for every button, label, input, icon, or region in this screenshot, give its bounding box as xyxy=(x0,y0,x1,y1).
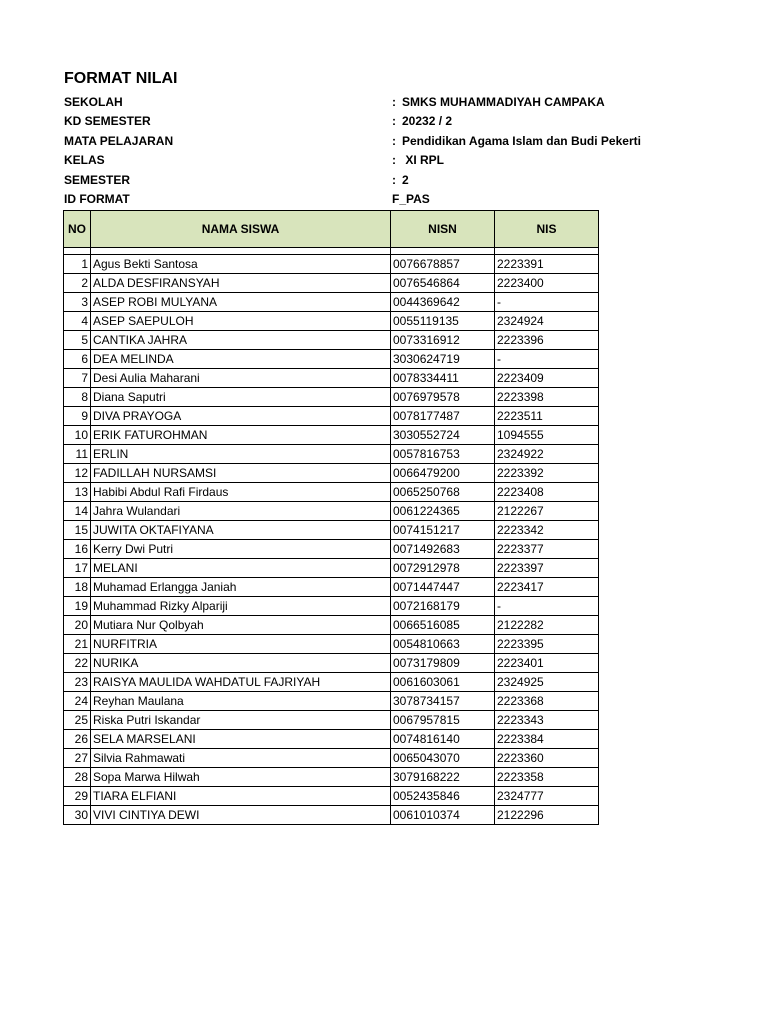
cell-name: ALDA DESFIRANSYAH xyxy=(91,274,391,293)
cell-nisn: 0071447447 xyxy=(391,578,495,597)
cell-nisn: 0076678857 xyxy=(391,255,495,274)
cell-no: 6 xyxy=(64,350,91,369)
table-row xyxy=(64,407,599,426)
cell-nisn: 0065043070 xyxy=(391,749,495,768)
table-row xyxy=(64,597,599,616)
cell-nis: 2223358 xyxy=(495,768,599,787)
cell-no: 10 xyxy=(64,426,91,445)
cell-nis: 2223360 xyxy=(495,749,599,768)
cell-no: 12 xyxy=(64,464,91,483)
table-row xyxy=(64,274,599,293)
cell-name: Silvia Rahmawati xyxy=(91,749,391,768)
table-spacer-row xyxy=(64,248,599,255)
table-row xyxy=(64,806,599,825)
cell-nis: - xyxy=(495,293,599,312)
cell-nis: 2324922 xyxy=(495,445,599,464)
meta-colon: : xyxy=(392,153,396,168)
table-row xyxy=(64,426,599,445)
cell-no: 29 xyxy=(64,787,91,806)
cell-name: JUWITA OKTAFIYANA xyxy=(91,521,391,540)
table-row xyxy=(64,749,599,768)
cell-name: TIARA ELFIANI xyxy=(91,787,391,806)
meta-row xyxy=(0,190,768,209)
table-row xyxy=(64,464,599,483)
table-row xyxy=(64,673,599,692)
meta-row xyxy=(0,132,768,151)
cell-name: DEA MELINDA xyxy=(91,350,391,369)
meta-value: XI RPL xyxy=(402,153,445,168)
table-row xyxy=(64,768,599,787)
cell-nis: - xyxy=(495,350,599,369)
cell-nisn: 0074151217 xyxy=(391,521,495,540)
table-row xyxy=(64,616,599,635)
cell-nisn: 0076979578 xyxy=(391,388,495,407)
table-row xyxy=(64,388,599,407)
cell-no: 3 xyxy=(64,293,91,312)
cell-no: 11 xyxy=(64,445,91,464)
cell-nisn: 0065250768 xyxy=(391,483,495,502)
cell-nisn: 0072912978 xyxy=(391,559,495,578)
cell-name: Habibi Abdul Rafi Firdaus xyxy=(91,483,391,502)
header-nisn: NISN xyxy=(391,211,495,248)
cell-no: 17 xyxy=(64,559,91,578)
cell-name: Desi Aulia Maharani xyxy=(91,369,391,388)
cell-nisn: 0073316912 xyxy=(391,331,495,350)
table-row xyxy=(64,255,599,274)
table-row xyxy=(64,369,599,388)
meta-value: 2 xyxy=(402,172,409,187)
cell-nis: 2324925 xyxy=(495,673,599,692)
cell-name: VIVI CINTIYA DEWI xyxy=(91,806,391,825)
cell-nis: 2223397 xyxy=(495,559,599,578)
table-header-row xyxy=(64,211,599,248)
cell-nis: 2223377 xyxy=(495,540,599,559)
cell-no: 14 xyxy=(64,502,91,521)
cell-nisn: 3079168222 xyxy=(391,768,495,787)
cell-nisn: 3030552724 xyxy=(391,426,495,445)
header-no: NO xyxy=(64,211,91,248)
cell-name: ERIK FATUROHMAN xyxy=(91,426,391,445)
meta-label: MATA PELAJARAN xyxy=(64,133,174,148)
table-row xyxy=(64,350,599,369)
cell-nis: 1094555 xyxy=(495,426,599,445)
cell-name: NURFITRIA xyxy=(91,635,391,654)
cell-name: Muhamad Erlangga Janiah xyxy=(91,578,391,597)
cell-no: 13 xyxy=(64,483,91,502)
cell-name: CANTIKA JAHRA xyxy=(91,331,391,350)
cell-no: 27 xyxy=(64,749,91,768)
cell-nisn: 0052435846 xyxy=(391,787,495,806)
table-row xyxy=(64,331,599,350)
cell-nis: 2223391 xyxy=(495,255,599,274)
cell-nis: 2122267 xyxy=(495,502,599,521)
cell-no: 18 xyxy=(64,578,91,597)
cell-name: Riska Putri Iskandar xyxy=(91,711,391,730)
spacer-cell xyxy=(495,248,599,255)
cell-no: 15 xyxy=(64,521,91,540)
spacer-cell xyxy=(91,248,391,255)
cell-nisn: 0061603061 xyxy=(391,673,495,692)
header-name: NAMA SISWA xyxy=(91,211,391,248)
cell-no: 16 xyxy=(64,540,91,559)
table-row xyxy=(64,730,599,749)
cell-nisn: 0071492683 xyxy=(391,540,495,559)
cell-nis: 2223400 xyxy=(495,274,599,293)
cell-name: ASEP ROBI MULYANA xyxy=(91,293,391,312)
spacer-cell xyxy=(64,248,91,255)
meta-row xyxy=(0,151,768,170)
cell-name: Muhammad Rizky Alpariji xyxy=(91,597,391,616)
cell-no: 25 xyxy=(64,711,91,730)
cell-no: 19 xyxy=(64,597,91,616)
cell-name: Kerry Dwi Putri xyxy=(91,540,391,559)
meta-label: ID FORMAT xyxy=(64,192,130,206)
cell-nis: 2223417 xyxy=(495,578,599,597)
meta-value: F_PAS xyxy=(392,192,430,206)
table-row xyxy=(64,521,599,540)
meta-colon: : xyxy=(392,114,396,129)
table-row xyxy=(64,635,599,654)
cell-no: 7 xyxy=(64,369,91,388)
cell-no: 4 xyxy=(64,312,91,331)
student-table xyxy=(63,210,599,825)
cell-nisn: 0074816140 xyxy=(391,730,495,749)
meta-row xyxy=(0,171,768,190)
meta-label: SEMESTER xyxy=(64,172,131,187)
cell-nisn: 0061224365 xyxy=(391,502,495,521)
cell-nisn: 3078734157 xyxy=(391,692,495,711)
cell-name: Agus Bekti Santosa xyxy=(91,255,391,274)
cell-name: DIVA PRAYOGA xyxy=(91,407,391,426)
cell-nis: 2122296 xyxy=(495,806,599,825)
meta-row xyxy=(0,112,768,131)
cell-no: 8 xyxy=(64,388,91,407)
cell-no: 9 xyxy=(64,407,91,426)
cell-nisn: 0067957815 xyxy=(391,711,495,730)
cell-nisn: 0078334411 xyxy=(391,369,495,388)
cell-nis: 2223401 xyxy=(495,654,599,673)
cell-name: Mutiara Nur Qolbyah xyxy=(91,616,391,635)
cell-no: 23 xyxy=(64,673,91,692)
cell-nis: 2223343 xyxy=(495,711,599,730)
meta-label: KELAS xyxy=(64,153,105,168)
cell-nisn: 0054810663 xyxy=(391,635,495,654)
table-row xyxy=(64,540,599,559)
table-row xyxy=(64,711,599,730)
cell-name: ERLIN xyxy=(91,445,391,464)
cell-name: SELA MARSELANI xyxy=(91,730,391,749)
cell-nis: 2122282 xyxy=(495,616,599,635)
cell-no: 26 xyxy=(64,730,91,749)
cell-nis: 2223398 xyxy=(495,388,599,407)
cell-no: 28 xyxy=(64,768,91,787)
cell-nisn: 0073179809 xyxy=(391,654,495,673)
table-row xyxy=(64,483,599,502)
cell-nis: 2223368 xyxy=(495,692,599,711)
cell-nis: - xyxy=(495,597,599,616)
meta-label: SEKOLAH xyxy=(64,95,123,109)
cell-nis: 2223395 xyxy=(495,635,599,654)
table-row xyxy=(64,559,599,578)
table-row xyxy=(64,312,599,331)
cell-nisn: 0061010374 xyxy=(391,806,495,825)
meta-value: Pendidikan Agama Islam dan Budi Pekerti xyxy=(402,133,641,148)
cell-no: 5 xyxy=(64,331,91,350)
table-row xyxy=(64,502,599,521)
cell-nis: 2324924 xyxy=(495,312,599,331)
cell-nis: 2223342 xyxy=(495,521,599,540)
cell-nis: 2223392 xyxy=(495,464,599,483)
meta-row xyxy=(0,93,768,112)
spacer-cell xyxy=(391,248,495,255)
meta-colon: : xyxy=(392,95,396,109)
cell-nisn: 0076546864 xyxy=(391,274,495,293)
cell-no: 24 xyxy=(64,692,91,711)
meta-value: SMKS MUHAMMADIYAH CAMPAKA xyxy=(402,95,605,109)
cell-nisn: 0055119135 xyxy=(391,312,495,331)
cell-no: 20 xyxy=(64,616,91,635)
table-row xyxy=(64,654,599,673)
table-row xyxy=(64,578,599,597)
cell-nisn: 0066516085 xyxy=(391,616,495,635)
table-row xyxy=(64,445,599,464)
cell-name: NURIKA xyxy=(91,654,391,673)
form-title: FORMAT NILAI xyxy=(64,70,178,87)
cell-name: Sopa Marwa Hilwah xyxy=(91,768,391,787)
cell-name: RAISYA MAULIDA WAHDATUL FAJRIYAH xyxy=(91,673,391,692)
cell-no: 2 xyxy=(64,274,91,293)
cell-no: 22 xyxy=(64,654,91,673)
meta-label: KD SEMESTER xyxy=(64,114,151,129)
header-nis: NIS xyxy=(495,211,599,248)
cell-nis: 2223396 xyxy=(495,331,599,350)
meta-colon: : xyxy=(392,172,396,187)
cell-no: 1 xyxy=(64,255,91,274)
cell-name: Diana Saputri xyxy=(91,388,391,407)
cell-nisn: 0072168179 xyxy=(391,597,495,616)
meta-colon: : xyxy=(392,133,396,148)
cell-nisn: 0078177487 xyxy=(391,407,495,426)
meta-value: 20232 / 2 xyxy=(402,114,453,129)
cell-name: FADILLAH NURSAMSI xyxy=(91,464,391,483)
cell-no: 30 xyxy=(64,806,91,825)
table-body xyxy=(64,248,599,825)
cell-no: 21 xyxy=(64,635,91,654)
cell-nis: 2223511 xyxy=(495,407,599,426)
cell-name: ASEP SAEPULOH xyxy=(91,312,391,331)
cell-nisn: 0066479200 xyxy=(391,464,495,483)
cell-nis: 2223384 xyxy=(495,730,599,749)
cell-name: Reyhan Maulana xyxy=(91,692,391,711)
cell-name: MELANI xyxy=(91,559,391,578)
cell-nis: 2324777 xyxy=(495,787,599,806)
cell-nisn: 0057816753 xyxy=(391,445,495,464)
cell-nis: 2223409 xyxy=(495,369,599,388)
cell-nisn: 0044369642 xyxy=(391,293,495,312)
cell-name: Jahra Wulandari xyxy=(91,502,391,521)
table-row xyxy=(64,787,599,806)
cell-nisn: 3030624719 xyxy=(391,350,495,369)
table-row xyxy=(64,293,599,312)
table-row xyxy=(64,692,599,711)
cell-nis: 2223408 xyxy=(495,483,599,502)
